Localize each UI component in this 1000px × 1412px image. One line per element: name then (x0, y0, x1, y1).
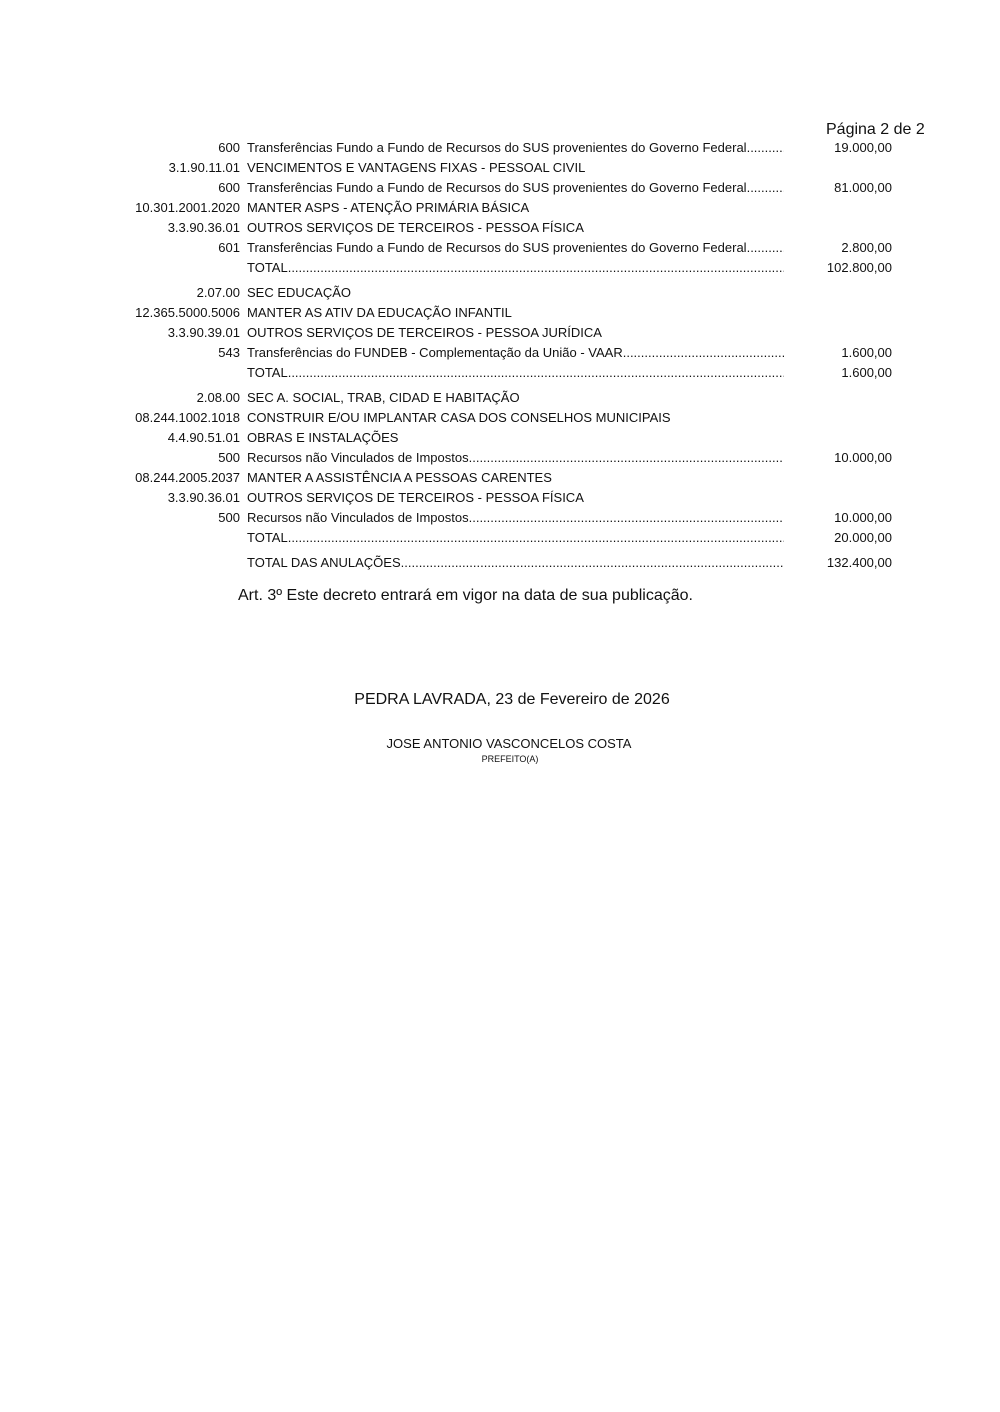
city-date: PEDRA LAVRADA, 23 de Fevereiro de 2026 (354, 691, 670, 708)
table-row (0, 283, 1000, 303)
row-code: 08.244.1002.1018 (135, 410, 240, 425)
page-number: Página 2 de 2 (826, 121, 925, 138)
row-description: SEC A. SOCIAL, TRAB, CIDAD E HABITAÇÃO (247, 390, 520, 405)
row-code: 12.365.5000.5006 (135, 305, 240, 320)
row-description: OUTROS SERVIÇOS DE TERCEIROS - PESSOA FÍSICA (247, 220, 584, 235)
row-code: 2.07.00 (196, 285, 240, 300)
row-code: 500 (218, 450, 240, 465)
row-value: 10.000,00 (834, 450, 892, 465)
row-description: OUTROS SERVIÇOS DE TERCEIROS - PESSOA FÍSICA (247, 490, 584, 505)
row-code: 543 (218, 345, 240, 360)
mayor-name: JOSE ANTONIO VASCONCELOS COSTA (386, 736, 632, 751)
table-row (0, 138, 1000, 158)
row-description: Transferências Fundo a Fundo de Recursos do SUS provenientes do Governo Federal (247, 180, 747, 195)
row-description: MANTER A ASSISTÊNCIA A PESSOAS CARENTES (247, 470, 552, 485)
table-row (0, 198, 1000, 218)
row-code: 3.3.90.36.01 (167, 220, 240, 235)
total-row (0, 363, 1000, 383)
grand-total-value: 132.400,00 (826, 555, 892, 570)
total-row (0, 258, 1000, 278)
table-row (0, 178, 1000, 198)
table-row (0, 488, 1000, 508)
table-row (0, 238, 1000, 258)
row-description: Transferências Fundo a Fundo de Recursos do SUS provenientes do Governo Federal (247, 140, 747, 155)
row-description: Recursos não Vinculados de Impostos (247, 510, 469, 525)
row-description: SEC EDUCAÇÃO (247, 285, 352, 300)
row-description: Transferências Fundo a Fundo de Recursos do SUS provenientes do Governo Federal (247, 240, 747, 255)
row-code: 2.08.00 (196, 390, 240, 405)
total-value: 1.600,00 (841, 365, 892, 380)
table-row (0, 448, 1000, 468)
article-3: Art. 3º Este decreto entrará em vigor na data de sua publicação. (238, 587, 693, 604)
row-code: 600 (218, 140, 240, 155)
total-value: 102.800,00 (826, 260, 892, 275)
table-row (0, 508, 1000, 528)
table-row (0, 218, 1000, 238)
row-code: 600 (218, 180, 240, 195)
table-row (0, 428, 1000, 448)
mayor-role: PREFEITO(A) (481, 754, 539, 764)
row-code: 3.3.90.39.01 (167, 325, 240, 340)
row-code: 10.301.2001.2020 (135, 200, 240, 215)
row-description: MANTER AS ATIV DA EDUCAÇÃO INFANTIL (247, 305, 512, 320)
table-row (0, 343, 1000, 363)
grand-total-row (0, 553, 1000, 573)
total-value: 20.000,00 (834, 530, 892, 545)
row-value: 2.800,00 (841, 240, 892, 255)
row-code: 3.1.90.11.01 (168, 160, 240, 175)
row-description: MANTER ASPS - ATENÇÃO PRIMÁRIA BÁSICA (247, 200, 530, 215)
row-description: OUTROS SERVIÇOS DE TERCEIROS - PESSOA JURÍDICA (247, 325, 602, 340)
total-row (0, 528, 1000, 548)
row-description: Transferências do FUNDEB - Complementação da União - VAAR (247, 345, 623, 360)
table-row (0, 323, 1000, 343)
row-value: 1.600,00 (841, 345, 892, 360)
table-row (0, 303, 1000, 323)
row-code: 3.3.90.36.01 (167, 490, 240, 505)
row-description: Recursos não Vinculados de Impostos (247, 450, 469, 465)
grand-total-label: TOTAL DAS ANULAÇÕES (247, 555, 401, 570)
table-row (0, 468, 1000, 488)
row-description: CONSTRUIR E/OU IMPLANTAR CASA DOS CONSELHOS MUNICIPAIS (247, 410, 671, 425)
row-value: 81.000,00 (834, 180, 892, 195)
total-label: TOTAL (247, 260, 288, 275)
row-value: 19.000,00 (834, 140, 892, 155)
total-label: TOTAL (247, 365, 288, 380)
row-code: 500 (218, 510, 240, 525)
table-row (0, 388, 1000, 408)
row-code: 4.4.90.51.01 (167, 430, 240, 445)
total-label: TOTAL (247, 530, 288, 545)
budget-table (0, 138, 1000, 573)
row-description: OBRAS E INSTALAÇÕES (247, 430, 399, 445)
row-value: 10.000,00 (834, 510, 892, 525)
row-description: VENCIMENTOS E VANTAGENS FIXAS - PESSOAL CIVIL (247, 160, 586, 175)
row-code: 08.244.2005.2037 (135, 470, 240, 485)
table-row (0, 408, 1000, 428)
table-row (0, 158, 1000, 178)
row-code: 601 (218, 240, 240, 255)
